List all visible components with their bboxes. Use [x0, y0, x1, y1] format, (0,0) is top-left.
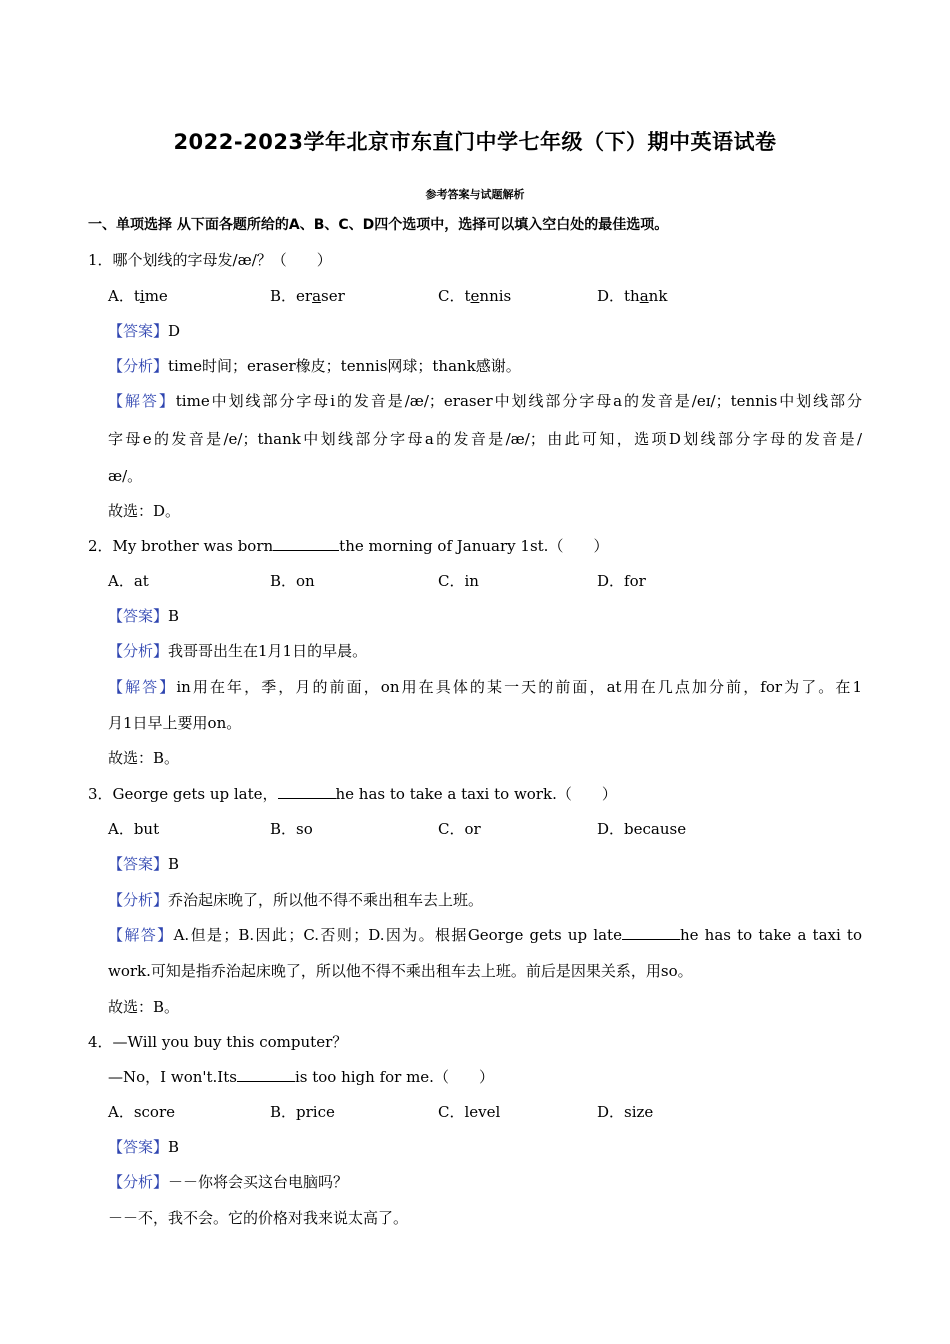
q2-conclusion: 故选：B。: [108, 749, 180, 767]
answer-blank: [273, 536, 339, 551]
question-2-stem: 2．My brother was born the morning of January 1st.（ ）: [88, 537, 609, 555]
page-subtitle: 参考答案与试题解析: [425, 188, 525, 201]
q3-analysis: 【分析】乔治起床晚了，所以他不得不乘出租车去上班。: [108, 891, 484, 909]
question-3-stem: 3．George gets up late， he has to take a taxi to work.（ ）: [88, 785, 617, 803]
q2-option-c: C．in: [438, 572, 479, 590]
answer-blank: [622, 925, 680, 940]
q1-answer: 【答案】D: [108, 322, 181, 340]
answer-blank: [278, 784, 336, 799]
q4-option-b: B．price: [270, 1103, 335, 1121]
answer-blank: [237, 1067, 295, 1082]
q3-conclusion: 故选：B。: [108, 998, 180, 1016]
question-4-stem-line-2: —No，I won't.Its is too high for me.（ ）: [108, 1068, 494, 1086]
q3-option-d: D．because: [597, 820, 687, 838]
q2-option-b: B．on: [270, 572, 315, 590]
q2-option-d: D．for: [597, 572, 646, 590]
q2-answer: 【答案】B: [108, 607, 180, 625]
q1-solution-line-3: æ/。: [108, 467, 143, 485]
q4-option-d: D．size: [597, 1103, 654, 1121]
q4-analysis-line-2: －－不，我不会。它的价格对我来说太高了。: [108, 1209, 409, 1227]
q3-option-a: A．but: [108, 820, 160, 838]
q3-option-b: B．so: [270, 820, 313, 838]
q1-analysis: 【分析】time时间；eraser橡皮；tennis网球；thank感谢。: [108, 357, 521, 375]
section-heading: 一、单项选择 从下面各题所给的A、B、C、D四个选项中，选择可以填入空白处的最佳选项。: [88, 217, 669, 233]
page-title: 2022-2023学年北京市东直门中学七年级（下）期中英语试卷: [173, 130, 777, 154]
q4-option-c: C．level: [438, 1103, 501, 1121]
q1-solution-line-2: 字母e的发音是/e/；thank中划线部分字母a的发音是/æ/；由此可知，选项D划线部分字母的发音是/: [108, 430, 862, 448]
question-1-stem: 1．哪个划线的字母发/æ/？（ ）: [88, 251, 332, 269]
q1-option-a: A．time: [108, 287, 168, 305]
q2-solution-line-1: 【解答】in用在年，季，月的前面，on用在具体的某一天的前面，at用在几点加分前，for为了。在1: [108, 678, 862, 696]
q2-option-a: A．at: [108, 572, 149, 590]
q4-option-a: A．score: [108, 1103, 176, 1121]
q2-solution-line-2: 月1日早上要用on。: [108, 714, 242, 732]
question-4-stem-line-1: 4．—Will you buy this computer？: [88, 1033, 348, 1051]
q1-option-c: C．tennis: [438, 287, 512, 305]
q1-option-b: B．eraser: [270, 287, 345, 305]
q3-answer: 【答案】B: [108, 855, 180, 873]
q2-analysis: 【分析】我哥哥出生在1月1日的早晨。: [108, 642, 368, 660]
q3-option-c: C．or: [438, 820, 481, 838]
q3-solution-line-2: work.可知是指乔治起床晚了，所以他不得不乘出租车去上班。前后是因果关系，用so。: [108, 962, 693, 980]
q1-conclusion: 故选：D。: [108, 502, 181, 520]
q4-analysis-line-1: 【分析】－－你将会买这台电脑吗？: [108, 1173, 349, 1191]
q1-option-d: D．thank: [597, 287, 668, 305]
q1-solution-line-1: 【解答】time中划线部分字母i的发音是/æ/；eraser中划线部分字母a的发音是/eɪ/；tennis中划线部分: [108, 392, 862, 410]
q3-solution-line-1: 【解答】A.但是；B.因此；C.否则；D.因为。根据George gets up late he has to take a taxi to: [108, 926, 862, 944]
q4-answer: 【答案】B: [108, 1138, 180, 1156]
